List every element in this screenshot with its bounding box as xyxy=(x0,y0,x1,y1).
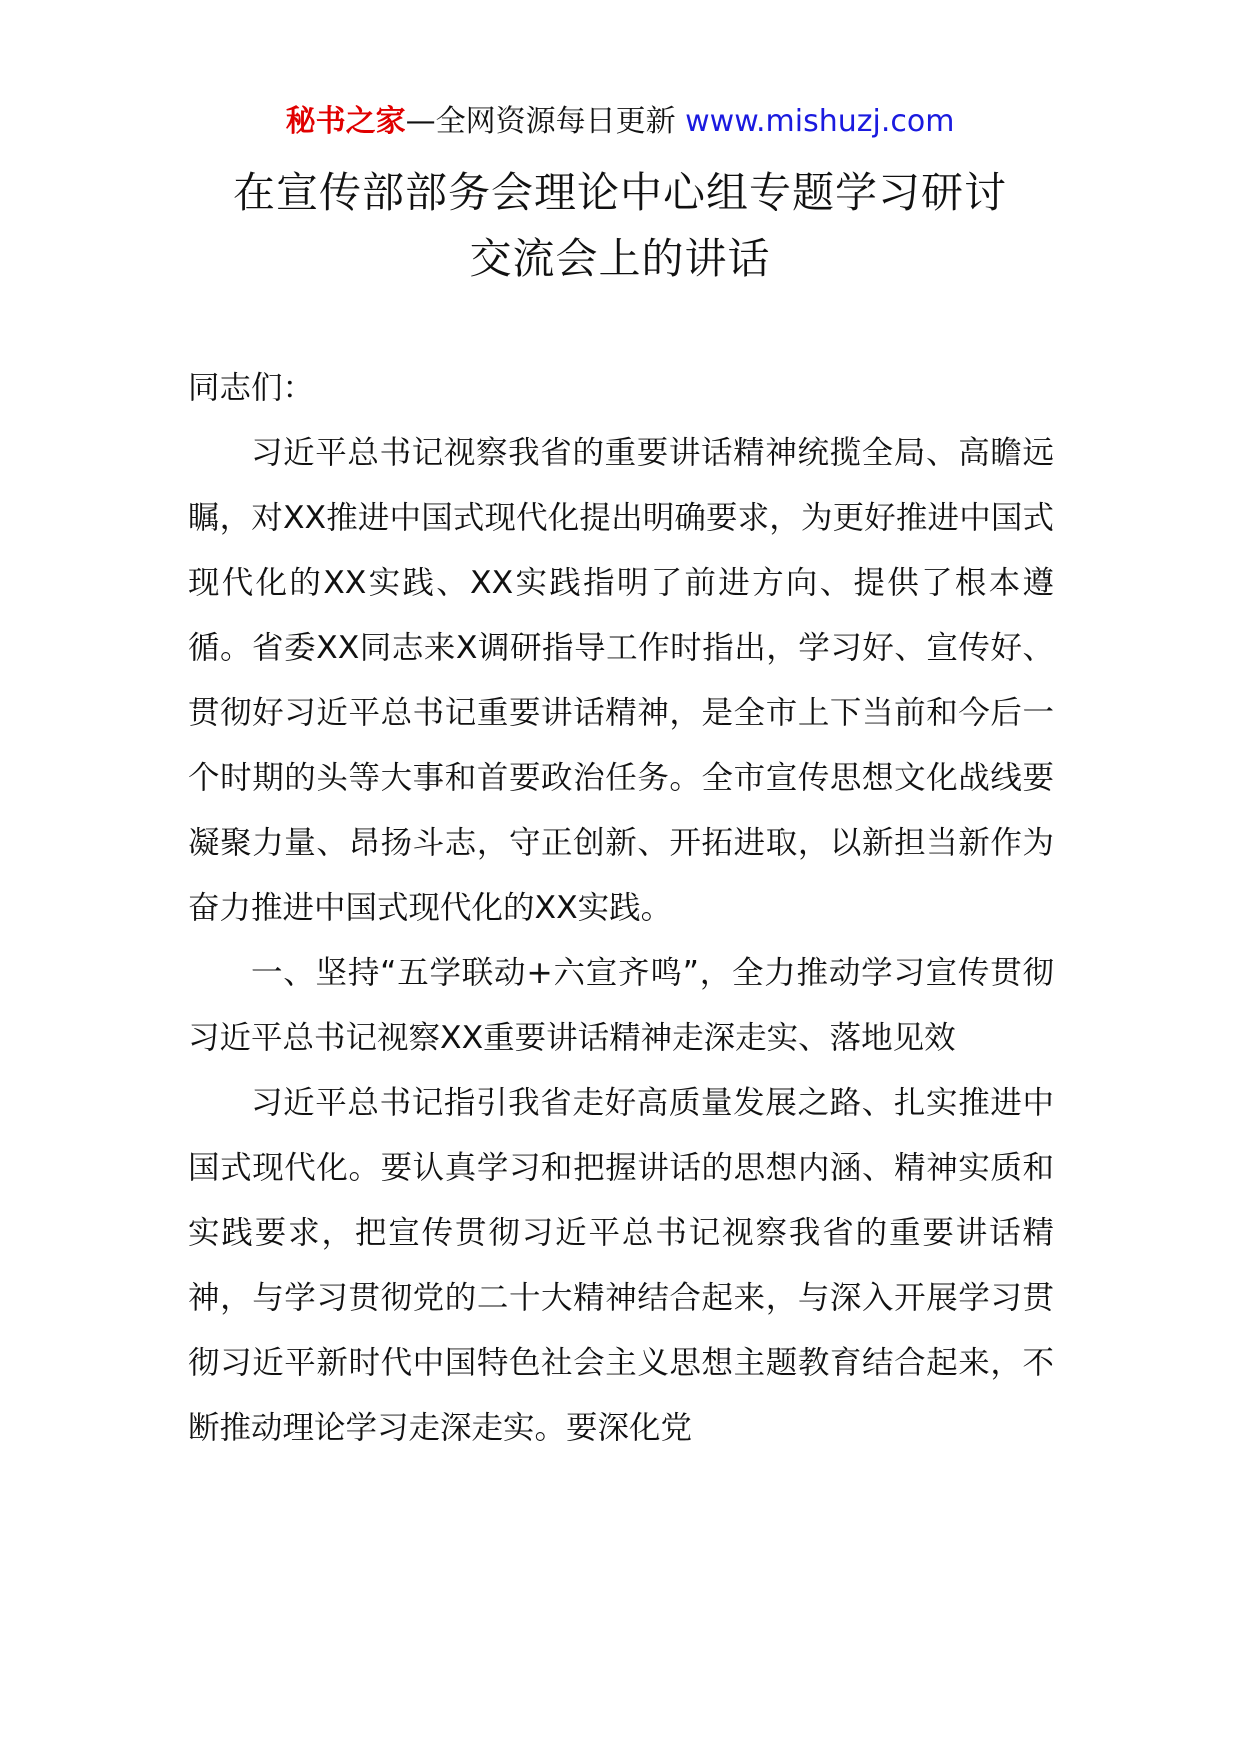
title-line-2: 交流会上的讲话 xyxy=(469,234,771,283)
site-tagline: —全网资源每日更新 xyxy=(405,104,676,139)
title-line-1: 在宣传部部务会理论中心组专题学习研讨 xyxy=(232,168,1007,217)
site-header xyxy=(0,100,1240,144)
paragraph-intro: 习近平总书记视察我省的重要讲话精神统揽全局、高瞻远瞩，对XX推进中国式现代化提出明确要求，为更好推进中国式现代化的XX实践、XX实践指明了前进方向、提供了根本遵循。省委XX同志来X调研指导工作时指出，学习好、宣传好、贯彻好习近平总书记重要讲话精神，是全市上下当前和今后一个时期的头等大事和首要政治任务。全市宣传思想文化战线要凝聚力量、昂扬斗志，守正创新、开拓进取，以新担当新作为奋力推进中国式现代化的XX实践。 xyxy=(188,435,1054,926)
section-heading-1: 一、坚持“五学联动+六宣齐鸣”，全力推动学习宣传贯彻习近平总书记视察XX重要讲话精神走深走实、落地见效 xyxy=(188,955,1054,1056)
site-url-link[interactable]: www.mishuzj.com xyxy=(685,104,955,139)
document-body xyxy=(188,356,1054,1461)
paragraph-section-1: 习近平总书记指引我省走好高质量发展之路、扎实推进中国式现代化。要认真学习和把握讲话的思想内涵、精神实质和实践要求，把宣传贯彻习近平总书记视察我省的重要讲话精神，与学习贯彻党的二十大精神结合起来，与深入开展学习贯彻习近平新时代中国特色社会主义思想主题教育结合起来，不断推动理论学习走深走实。要深化党 xyxy=(188,1085,1054,1446)
site-brand: 秘书之家 xyxy=(285,104,406,139)
salutation: 同志们： xyxy=(188,370,315,406)
document-title xyxy=(150,160,1090,292)
